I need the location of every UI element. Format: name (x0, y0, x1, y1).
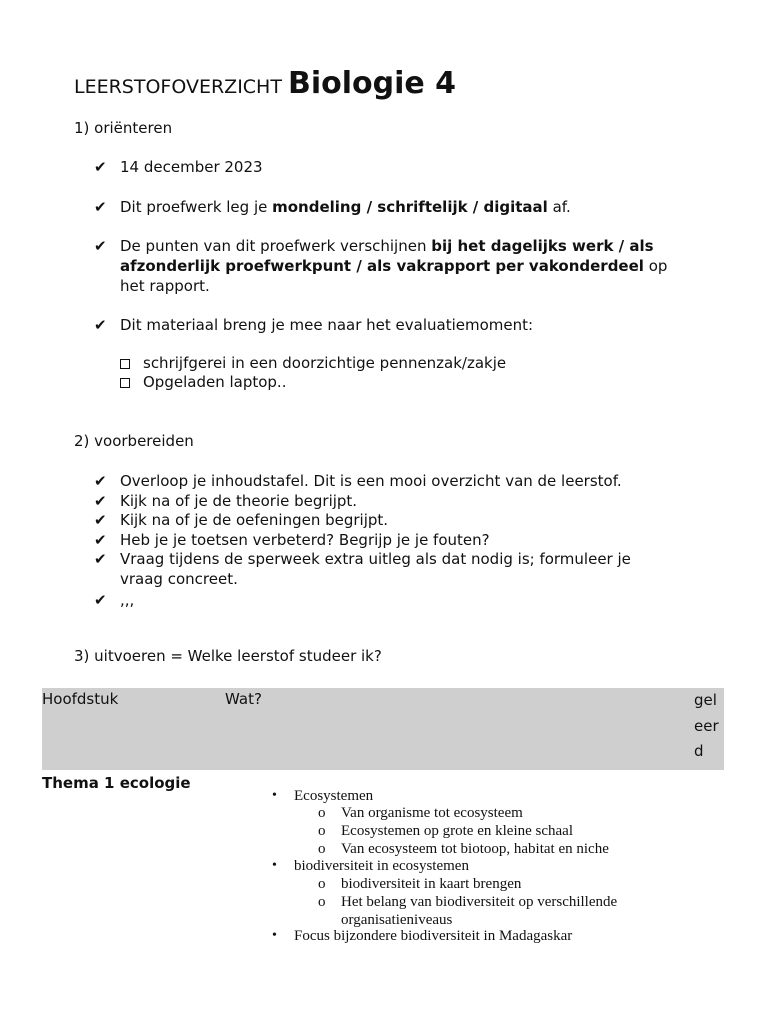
topic-item: Ecosystemen (294, 788, 374, 804)
material-item: schrijfgerei in een doorzichtige pennenzak/zakje (143, 354, 507, 372)
header-what: Wat? (225, 690, 262, 708)
check-icon: ✔ (94, 492, 107, 510)
prep-item: Kijk na of je de oefeningen begrijpt. (120, 511, 389, 529)
exam-date: 14 december 2023 (120, 158, 263, 176)
check-icon: ✔ (94, 237, 107, 255)
theme-title: Thema 1 ecologie (42, 774, 191, 792)
title-subject: Biologie 4 (287, 66, 457, 101)
header-chapter: Hoofdstuk (42, 690, 119, 708)
exam-points: De punten van dit proefwerk verschijnen bij het dagelijks werk / als afzonderlijk proefwerkpunt / als vakrapport per vakonderdeel op het rapport. (120, 237, 668, 295)
prep-item: Kijk na of je de theorie begrijpt. (120, 492, 358, 510)
material-item: Opgeladen laptop.. (143, 373, 287, 391)
section-3-heading: 3) uitvoeren = Welke leerstof studeer ik? (74, 647, 382, 665)
topic-item: biodiversiteit in ecosystemen (294, 858, 469, 874)
checkbox-icon (120, 359, 130, 369)
check-icon: ✔ (94, 158, 107, 176)
subbullet-icon: o (318, 823, 326, 839)
section-2-heading: 2) voorbereiden (74, 432, 194, 450)
exam-mode: Dit proefwerk leg je mondeling / schriftelijk / digitaal af. (120, 198, 571, 216)
table-header (42, 688, 724, 770)
prep-item: Overloop je inhoudstafel. Dit is een mooi overzicht van de leerstof. (120, 472, 622, 490)
subtopic-item: Ecosystemen op grote en kleine schaal (341, 823, 574, 839)
subtopic-item: biodiversiteit in kaart brengen (341, 876, 522, 892)
section-1-heading: 1) oriënteren (74, 119, 173, 137)
title-prefix: LEERSTOFOVERZICHT (74, 76, 282, 98)
bullet-icon: • (272, 788, 277, 803)
prep-item: Vraag tijdens de sperweek extra uitleg als dat nodig is; formuleer je (120, 550, 631, 568)
subbullet-icon: o (318, 894, 326, 910)
subtopic-item: Het belang van biodiversiteit op verschillende (341, 894, 618, 910)
check-icon: ✔ (94, 472, 107, 490)
prep-item: Heb je je toetsen verbeterd? Begrijp je je fouten? (120, 531, 490, 549)
checkbox-icon (120, 378, 130, 388)
header-learned: gel eer d (694, 691, 719, 760)
topic-item: Focus bijzondere biodiversiteit in Madagaskar (294, 928, 573, 944)
subbullet-icon: o (318, 841, 326, 857)
subbullet-icon: o (318, 876, 326, 892)
subbullet-icon: o (318, 805, 326, 821)
check-icon: ✔ (94, 550, 107, 568)
subtopic-item: Van ecosysteem tot biotoop, habitat en niche (341, 841, 609, 857)
subtopic-item-continued: organisatieniveaus (341, 912, 453, 928)
check-icon: ✔ (94, 316, 107, 334)
check-icon: ✔ (94, 531, 107, 549)
prep-item: ,,, (120, 591, 135, 609)
bullet-icon: • (272, 858, 277, 873)
bullet-icon: • (272, 928, 277, 943)
check-icon: ✔ (94, 198, 107, 216)
check-icon: ✔ (94, 511, 107, 529)
document-title (74, 66, 456, 101)
subtopic-item: Van organisme tot ecosysteem (341, 805, 523, 821)
materials-intro: Dit materiaal breng je mee naar het evaluatiemoment: (120, 316, 534, 334)
prep-item-continued: vraag concreet. (120, 570, 238, 588)
check-icon: ✔ (94, 591, 107, 609)
